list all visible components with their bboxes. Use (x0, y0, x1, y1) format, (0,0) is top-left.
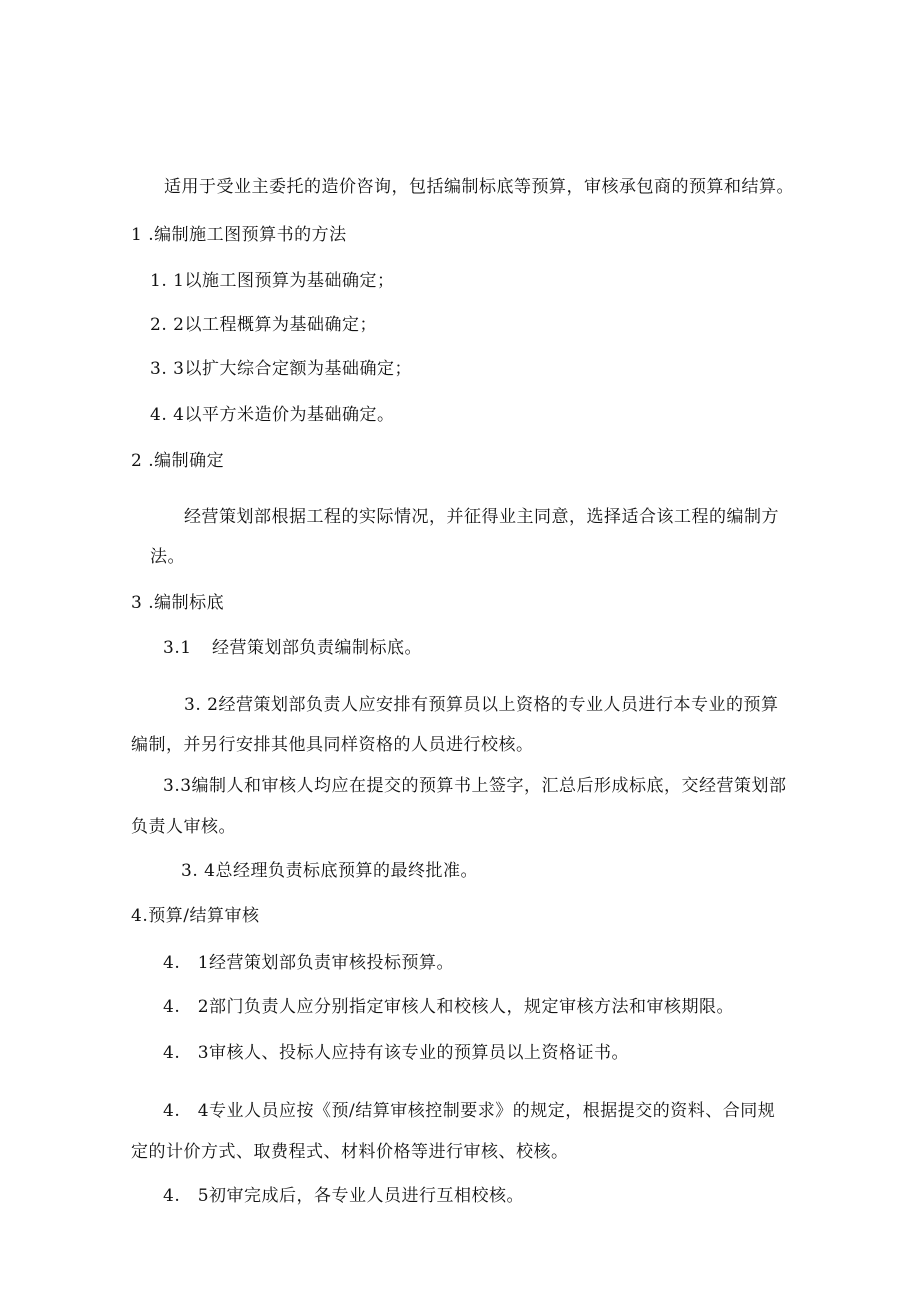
section-2-paragraph-line-2: 法。 (150, 547, 185, 567)
section-3-item-1-number: 3.1 (163, 638, 192, 658)
section-4-item-4-line-1: 4. 4专业人员应按《预/结算审核控制要求》的规定，根据提交的资料、合同规 (163, 1101, 776, 1121)
section-4-heading: 4.预算/结算审核 (131, 906, 260, 926)
section-3-item-2-line-2: 编制，并另行安排其他具同样资格的人员进行校核。 (131, 735, 534, 755)
section-4-item-2: 4. 2部门负责人应分别指定审核人和校核人，规定审核方法和审核期限。 (163, 997, 735, 1017)
section-1-item-1: 1. 1以施工图预算为基础确定； (150, 271, 395, 291)
section-3-heading: 3 .编制标底 (131, 593, 225, 613)
section-1-item-3: 3. 3以扩大综合定额为基础确定； (150, 359, 412, 379)
section-4-item-3: 4. 3审核人、投标人应持有该专业的预算员以上资格证书。 (163, 1043, 630, 1063)
section-1-item-4: 4. 4以平方米造价为基础确定。 (150, 405, 395, 425)
section-3-item-4: 3. 4总经理负责标底预算的最终批准。 (181, 861, 478, 881)
intro-paragraph: 适用于受业主委托的造价咨询，包括编制标底等预算，审核承包商的预算和结算。 (164, 177, 794, 197)
section-4-item-5: 4. 5初审完成后，各专业人员进行互相校核。 (163, 1186, 525, 1206)
section-3-item-3-line-1: 3.3编制人和审核人均应在提交的预算书上签字，汇总后形成标底，交经营策划部 (163, 776, 787, 796)
section-1-item-2: 2. 2以工程概算为基础确定； (150, 315, 377, 335)
section-3-item-2-line-1: 3. 2经营策划部负责人应安排有预算员以上资格的专业人员进行本专业的预算 (184, 695, 779, 715)
section-3-item-3-line-2: 负责人审核。 (131, 817, 236, 837)
section-1-heading: 1 .编制施工图预算书的方法 (131, 225, 347, 245)
section-4-item-4-line-2: 定的计价方式、取费程式、材料价格等进行审核、校核。 (131, 1142, 569, 1162)
section-4-item-1: 4. 1经营策划部负责审核投标预算。 (163, 953, 455, 973)
section-3-item-1-text: 经营策划部负责编制标底。 (212, 638, 422, 658)
section-2-heading: 2 .编制确定 (131, 451, 225, 471)
section-2-paragraph-line-1: 经营策划部根据工程的实际情况，并征得业主同意，选择适合该工程的编制方 (184, 507, 779, 527)
